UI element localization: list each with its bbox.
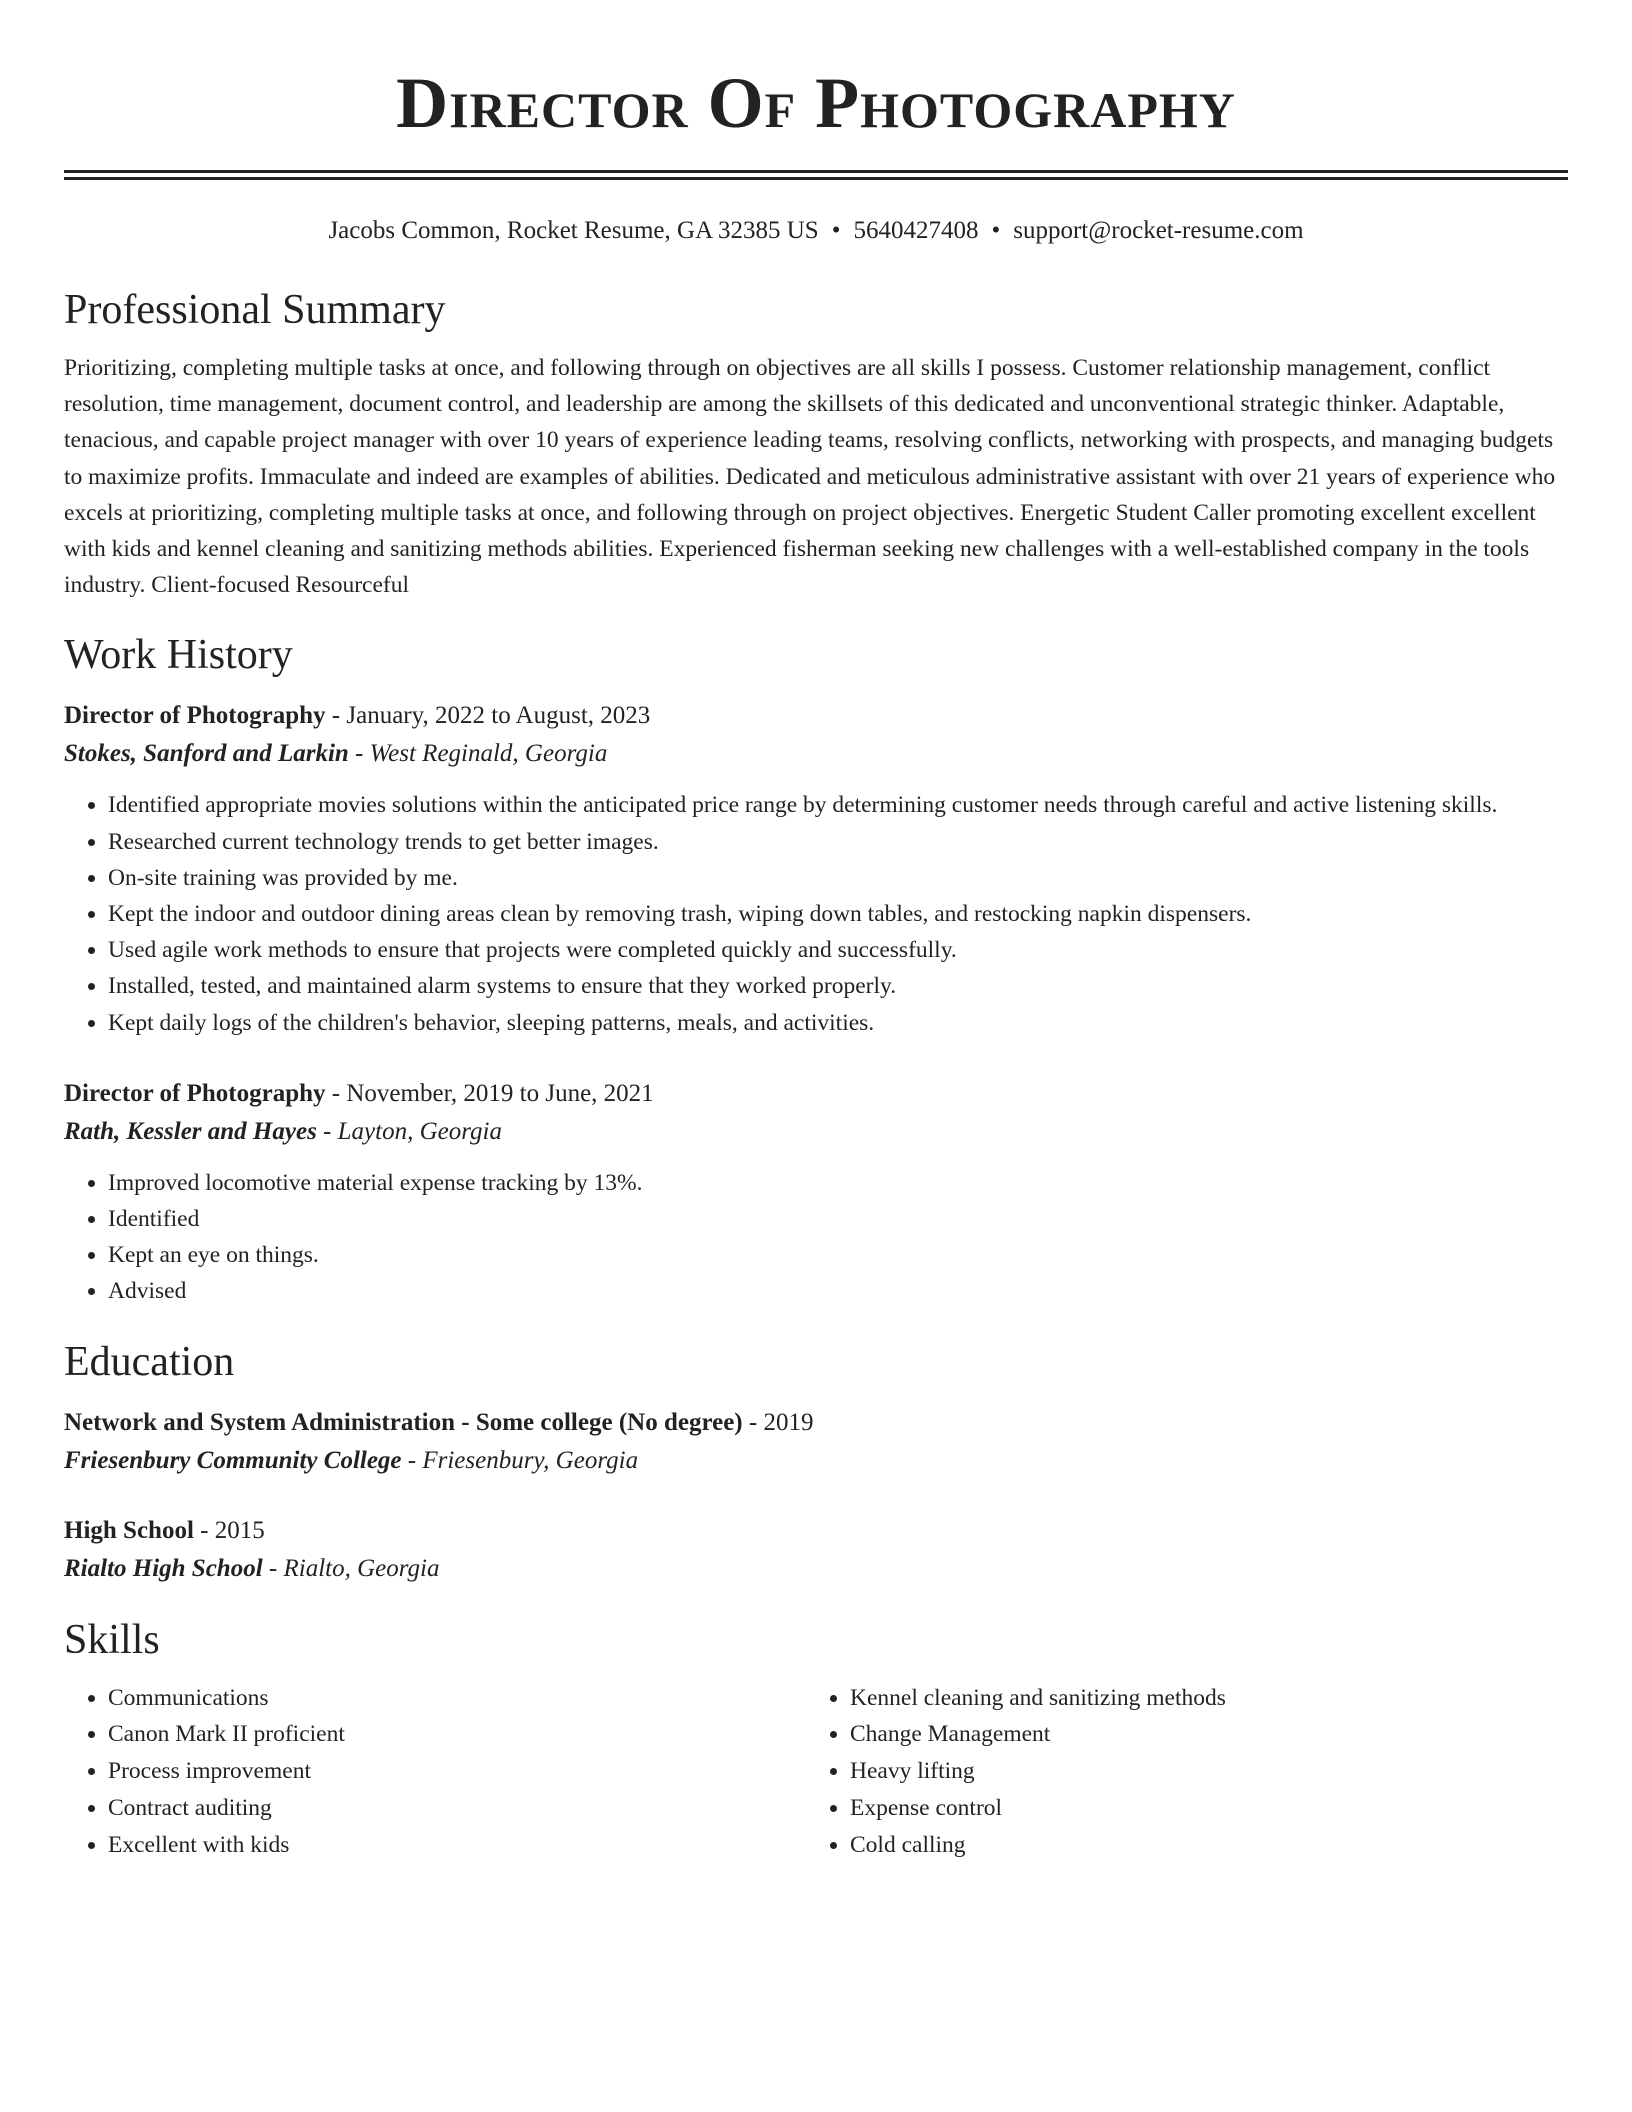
education-location: - Friesenbury, Georgia [401,1446,639,1474]
list-item: • Improved locomotive material expense tracking by 13%. [108,1165,1568,1201]
job-entry [64,1075,1568,1310]
list-item: • Kept an eye on things. [108,1237,1568,1273]
education-degree: Network and System Administration - Some college (No degree) [64,1408,743,1436]
education-entry [64,1404,1568,1480]
skills-list-left [64,1680,806,1864]
skill-item: • Communications [108,1680,806,1717]
list-item: • Used agile work methods to ensure that projects were completed quickly and successfully. [108,932,1568,968]
job-employer-line [64,1113,1568,1151]
job-title-line [64,1075,1568,1113]
skill-item: • Canon Mark II proficient [108,1716,806,1753]
skills-columns [64,1680,1568,1864]
job-company: Rath, Kessler and Hayes [64,1117,317,1145]
contact-separator: • [991,217,1001,244]
list-item: • Kept daily logs of the children's behavior, sleeping patterns, meals, and activities. [108,1005,1568,1041]
summary-text: Prioritizing, completing multiple tasks at once, and following through on objectives are all skills I possess. Customer relationship management, conflict resolution, time management, document control, and leadership are among the skillsets of this dedicated and unconventional strategic thinker. Adaptable, tenacious, and capable project manager with over 10 years of experience leading teams, resolving conflicts, networking with prospects, and managing budgets to maximize profits. Immaculate and indeed are examples of abilities. Dedicated and meticulous administrative assistant with over 21 years of experience who excels at prioritizing, completing multiple tasks at once, and following through on project objectives. Energetic Student Caller promoting excellent excellent with kids and kennel cleaning and sanitizing methods abilities. Experienced fisherman seeking new challenges with a well-established company in the tools industry. Client-focused Resourceful [64,355,1556,599]
education-school: Friesenbury Community College [64,1446,402,1474]
contact-separator: • [831,217,841,244]
skill-item: • Cold calling [850,1827,1548,1864]
skill-item: • Heavy lifting [850,1753,1548,1790]
education-degree-line [64,1512,1568,1550]
skill-item: • Process improvement [108,1753,806,1790]
job-dates: - January, 2022 to August, 2023 [325,702,651,730]
resume-title: Director Of Photography [396,63,1236,143]
education-year: - 2015 [193,1516,265,1544]
list-item: • Identified appropriate movies solutions within the anticipated price range by determining customer needs through careful and active listening skills. [108,787,1568,823]
list-item: • On-site training was provided by me. [108,860,1568,896]
list-item: • Installed, tested, and maintained alarm systems to ensure that they worked properly. [108,968,1568,1004]
education-heading: Education [64,1338,235,1385]
summary-heading: Professional Summary [64,287,446,333]
job-location: - West Reginald, Georgia [348,740,608,768]
education-degree: High School [64,1516,194,1544]
job-bullets [64,787,1568,1040]
skill-item: • Kennel cleaning and sanitizing methods [850,1680,1548,1717]
contact-line [64,214,1568,248]
education-school-line [64,1442,1568,1480]
job-dates: - November, 2019 to June, 2021 [325,1079,654,1107]
job-entry [64,697,1568,1040]
education-school: Rialto High School [64,1554,263,1582]
job-company: Stokes, Sanford and Larkin [64,740,349,768]
list-item: • Identified [108,1201,1568,1237]
skill-item: • Expense control [850,1790,1548,1827]
education-location: - Rialto, Georgia [262,1554,440,1582]
skills-heading: Skills [64,1616,160,1663]
education-school-line [64,1550,1568,1588]
contact-address: Jacobs Common, Rocket Resume, GA 32385 US [328,217,819,244]
job-location: - Layton, Georgia [316,1117,502,1145]
list-item: • Kept the indoor and outdoor dining areas clean by removing trash, wiping down tables, and restocking napkin dispensers. [108,896,1568,932]
list-item: • Researched current technology trends to get better images. [108,824,1568,860]
education-year: - 2019 [742,1408,814,1436]
job-bullets [64,1165,1568,1310]
title-double-rule [64,170,1568,180]
job-title-line [64,697,1568,735]
list-item: • Advised [108,1273,1568,1309]
contact-phone: 5640427408 [853,217,979,244]
education-degree-line [64,1404,1568,1442]
skill-item: • Contract auditing [108,1790,806,1827]
skills-list-right [806,1680,1548,1864]
work-history-heading: Work History [64,632,293,679]
job-role: Director of Photography [64,702,326,730]
job-role: Director of Photography [64,1079,326,1107]
contact-email: support@rocket-resume.com [1013,217,1304,244]
skill-item: • Excellent with kids [108,1827,806,1864]
skill-item: • Change Management [850,1716,1548,1753]
education-entry [64,1512,1568,1588]
job-employer-line [64,735,1568,773]
